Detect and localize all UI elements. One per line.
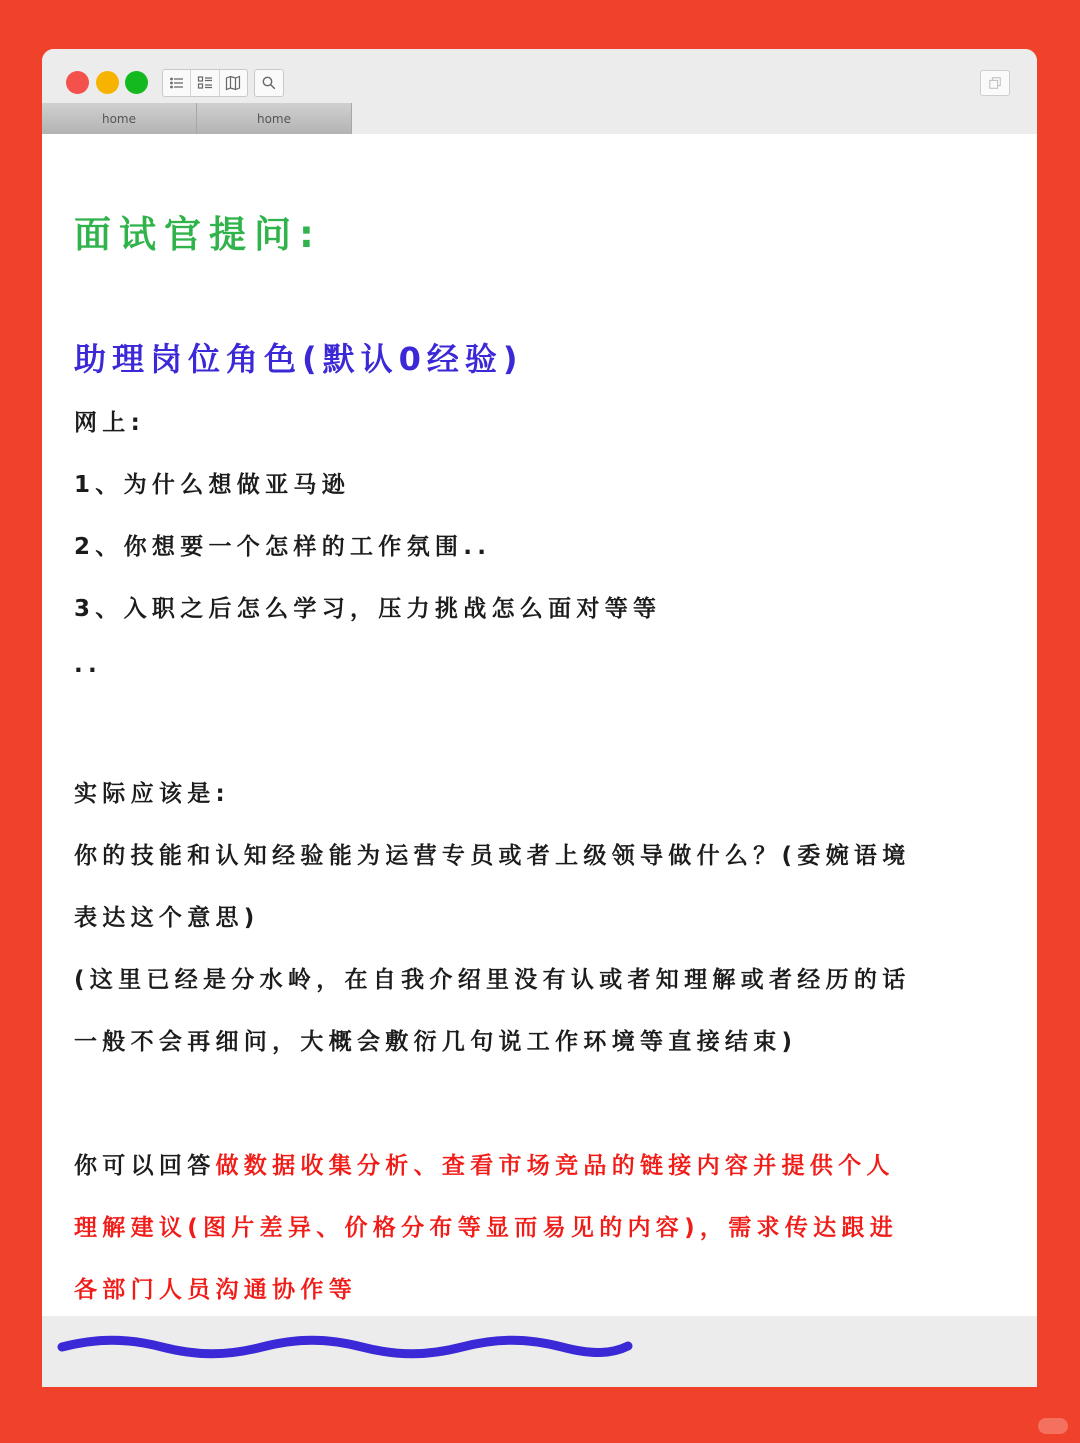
tab-home-1[interactable]: home: [42, 103, 197, 134]
watermark-badge: [1038, 1418, 1068, 1434]
question-2: 2、你想要一个怎样的工作氛围..: [74, 534, 492, 560]
answer-line-3: 各部门人员沟通协作等: [74, 1277, 357, 1303]
search-button[interactable]: [254, 69, 284, 97]
question-1: 1、为什么想做亚马逊: [74, 472, 351, 498]
note-line-1: (这里已经是分水岭，在自我介绍里没有认或者知理解或者经历的话: [74, 967, 911, 993]
answer-highlight-1: 做数据收集分析、查看市场竞品的链接内容并提供个人: [215, 1153, 895, 1179]
title-bar: [42, 49, 1037, 134]
footer-bar: [42, 1316, 1037, 1387]
list-view-icon[interactable]: [163, 70, 191, 96]
tab-bar: [42, 103, 352, 134]
search-icon[interactable]: [255, 70, 283, 96]
actual-line-2: 表达这个意思): [74, 905, 260, 931]
note-line-2: 一般不会再细问，大概会敷衍几句说工作环境等直接结束): [74, 1029, 798, 1055]
online-label: 网上:: [74, 410, 146, 436]
actual-label: 实际应该是:: [74, 781, 230, 807]
answer-line-1: [74, 1147, 895, 1180]
close-button[interactable]: [66, 71, 89, 94]
answer-prefix: 你可以回答: [74, 1153, 216, 1179]
question-3: 3、入职之后怎么学习，压力挑战怎么面对等等: [74, 596, 662, 622]
map-icon[interactable]: [220, 70, 247, 96]
role-heading: 助理岗位角色(默认0经验): [74, 340, 524, 378]
ellipsis-text: ..: [74, 652, 103, 678]
tab-home-2[interactable]: home: [197, 103, 352, 134]
browser-window: [42, 49, 1037, 1387]
answer-line-2: 理解建议(图片差异、价格分布等显而易见的内容)，需求传达跟进: [74, 1215, 899, 1241]
minimize-button[interactable]: [96, 71, 119, 94]
maximize-button[interactable]: [125, 71, 148, 94]
actual-line-1: 你的技能和认知经验能为运营专员或者上级领导做什么？(委婉语境: [74, 843, 911, 869]
window-copy-icon[interactable]: [980, 70, 1010, 96]
column-view-icon[interactable]: [191, 70, 219, 96]
view-toolbar: [162, 69, 248, 97]
wave-decoration: [42, 1316, 1037, 1387]
page-title: 面试官提问:: [74, 213, 322, 256]
